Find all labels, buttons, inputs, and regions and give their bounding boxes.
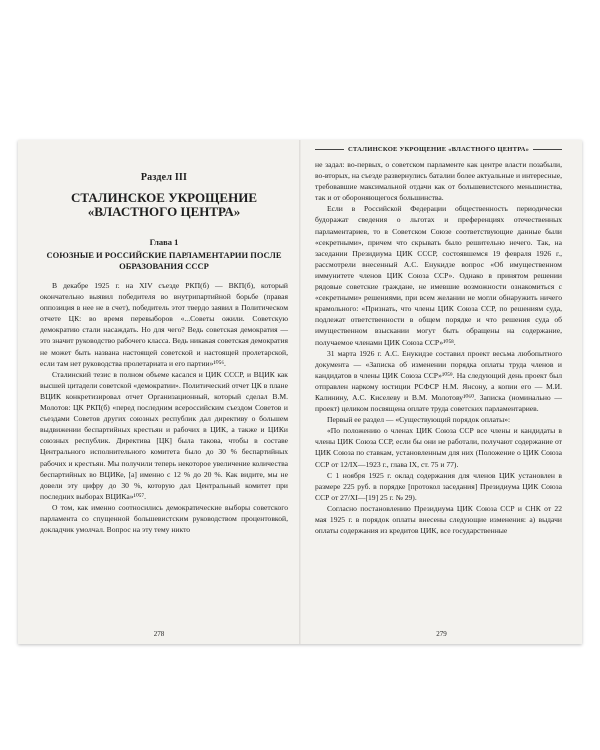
right-paragraph-3: 31 марта 1926 г. А.С. Енукидзе составил проект весьма любопытного документа — «Записка об изменении порядка оплаты труда членов и кандидатов в члены ЦИК Союза ССР»¹⁰⁵⁹. На следующий день проект был отправлен наркому юстиции РСФСР Н.М. Янсону, а копии его — М.И. Калинину, А.С. Киселеву и В.М. Молотову¹⁰⁶⁰. Записка (номинально — проект) целиком посвящена оплате труда советских парламентариев. bbox=[315, 348, 562, 414]
section-title: СТАЛИНСКОЕ УКРОЩЕНИЕ «ВЛАСТНОГО ЦЕНТРА» bbox=[70, 190, 258, 219]
chapter-title: СОЮЗНЫЕ И РОССИЙСКИЕ ПАРЛАМЕНТАРИИ ПОСЛЕ ОБРАЗОВАНИЯ СССР bbox=[46, 250, 282, 271]
left-paragraph-2: Сталинский тезис в полном объеме касался и ЦИК СССР, и ВЦИК как высшей цитадели советской «демократии». Политический отчет ЦК в плане ВЦИК конкретизировал отчет Организационный, который сделал В.М. Молотов: ЦК РКП(б) «перед последним всероссийским съездом Советов и съездами Советов других союзных республик дал директиву о большем выдвижении беспартийных крестьян и рабочих в ЦИК, а также и ЦИКи союзных республик. Директива [ЦК] была такова, чтобы в составе Центрального исполнительного комитета было до 30 % беспартийных рабочих и крестьян. Мы получили теперь некоторое увеличение количества беспартийных во ВЦИКе, [а] именно с 12 % до 20 %. Как видите, мы не довели эту цифру до 30 %, которую дал Центральный комитет при последних выборах ВЦИКа»¹⁰⁵⁷. bbox=[40, 369, 288, 501]
right-paragraph-2: Если в Российской Федерации общественность периодически будоражат сведения о льготах и преференциях отечественных парламентариев, то в Советском Союзе соответствующие данные были «секретными», причем что скрывать было решительно нечего. Так, на заседании Президиума ЦИК СССР, состоявшемся 19 февраля 1926 г., рассмотрели внесенный А.С. Енукидзе вопрос «Об имущественном иммунитете членов ЦИК Союза ССР». Однако в принятом решении рядовые советские граждане, не имевшие возможности ознакомиться с «секретными» решениями, при всем желании не могли обнаружить ничего крамольного: «Признать, что члены ЦИК Союза ССР, по решениям суда, подлежат ответственности в общем порядке и что решения суда об имущественном взыскании могут быть обращены на содержание, получаемое членами ЦИК Союза ССР»¹⁰⁵⁸. bbox=[315, 204, 562, 347]
running-head-text: СТАЛИНСКОЕ УКРОЩЕНИЕ «ВЛАСТНОГО ЦЕНТРА» bbox=[347, 146, 530, 153]
book-spread bbox=[18, 140, 582, 644]
running-head bbox=[315, 146, 562, 153]
section-label: Раздел III bbox=[140, 172, 188, 183]
right-page bbox=[301, 140, 582, 644]
chapter-label: Глава 1 bbox=[149, 237, 179, 247]
right-paragraph-7: Согласно постановлению Президиума ЦИК Союза ССР и СНК от 22 мая 1925 г. в порядок оплаты внесены следующие изменения: а) выдачи оплаты содержания из кредитов ЦИК, все государственные bbox=[315, 503, 562, 536]
running-head-rule-left bbox=[315, 149, 344, 150]
running-head-rule-right bbox=[533, 149, 562, 150]
right-paragraph-1: не задал: во-первых, о советском парламенте как центре власти позабыли, во-вторых, на съезде развернулись баталии более актуальные и интересные, требовавшие максимальной отдачи как от большевистского меньшинства, так и от обороняющегося большинства. bbox=[315, 160, 562, 203]
right-paragraph-6: С 1 ноября 1925 г. оклад содержания для членов ЦИК установлен в размере 225 руб. в порядке [протокол заседания] Президиума ЦИК Союза ССР от 27/XI—[19] 25 г. № 29). bbox=[315, 470, 562, 502]
left-paragraph-3: О том, как именно соотносились демократические выборы советского парламента со спущенной большевистским руководством процентовкой, докладчик умолчал. Вопрос на эту тему никто bbox=[40, 502, 288, 535]
right-paragraph-4: Первый ее раздел — «Существующий порядок оплаты»: bbox=[327, 415, 511, 425]
right-paragraph-5: «По положению о членах ЦИК Союза ССР все члены и кандидаты в члены ЦИК Союза ССР, если бы они не работали, получают содержание от ЦИК Союза по ставкам, установленным для них (Положение о ЦИК Союза ССР от 12/IX—1923 г., глава IX, ст. 75 и 77). bbox=[315, 426, 562, 469]
right-page-number: 279 bbox=[436, 630, 447, 638]
left-paragraph-1: В декабре 1925 г. на XIV съезде РКП(б) — ВКП(б), который окончательно выявил победителя во внутрипартийной борьбе (правая оппозиция в нее не в счет), победитель этот твердо заявил в Политическом отчете ЦК: во время перевыборов «...Советы ожили. Советскую демократию стали насаждать. Но для чего? Ведь советская демократия — это значит руководство рабочего класса. Ведь никакая советская демократия не может быть названа настоящей советской и настоящей пролетарской, если там нет руководства пролетариата и его партии»¹⁰⁵⁶. bbox=[40, 281, 288, 368]
left-page-number: 278 bbox=[153, 630, 165, 638]
left-page bbox=[18, 140, 300, 644]
